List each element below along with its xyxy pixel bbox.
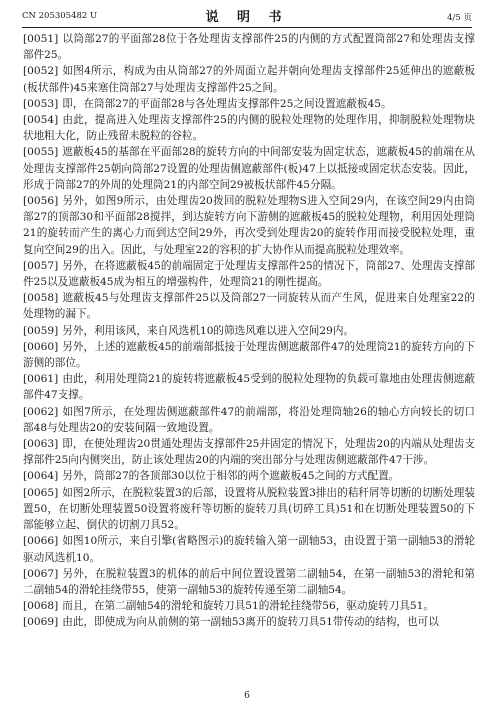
paragraph (23, 598, 475, 614)
paragraph-text: 另外，筒部27的各顶部30以位于相邻的两个遮蔽板45之间的方式配置。 (62, 470, 400, 483)
paragraph-number: [0063] (23, 438, 59, 451)
page-number: 6 (244, 691, 250, 701)
paragraph (23, 112, 475, 144)
paragraph-number: [0058] (23, 292, 59, 305)
paragraph-number: [0054] (23, 114, 59, 127)
paragraph-text: 另外，利用该风，来自风选机10的筛选风难以进入空间29内。 (62, 324, 355, 337)
paragraph-text: 而且，在第二副轴54的滑轮和旋转刀具51的滑轮挂绕带56，驱动旋转刀具51。 (62, 600, 434, 613)
paragraph (23, 193, 475, 258)
paragraph-text: 如图7所示，在处理齿侧遮蔽部件47的前端部，将沿处理筒轴26的轴心方向较长的切口部48与处理齿20的安装间隔一致地设置。 (23, 405, 475, 434)
paragraph (23, 533, 475, 565)
paragraph (23, 371, 475, 403)
paragraph (23, 258, 475, 290)
page-indicator: 4/5 页 (447, 13, 472, 23)
paragraph (23, 468, 475, 484)
paragraph-number: [0059] (23, 324, 59, 337)
paragraph-number: [0069] (23, 616, 59, 629)
paragraph-text: 即，在筒部27的平面部28与各处理齿支撑部件25之间设置遮蔽板45。 (62, 97, 392, 110)
paragraph-text: 另外，在将遮蔽板45的前端固定于处理齿支撑部件25的情况下，筒部27、处理齿支撑部件25以及遮蔽板45成为相互的增强构件，处理筒21的刚性提高。 (23, 259, 475, 289)
paragraph-text: 以筒部27的平面部28位于各处理齿支撑部件25的内侧的方式配置筒部27和处理齿支撑部件25。 (23, 33, 475, 62)
patent-number: CN 205305482 U (22, 11, 98, 21)
paragraph (23, 290, 475, 322)
paragraph-number: [0068] (23, 600, 59, 613)
paragraph-text: 由此，提高进入处理齿支撑部件25的内侧的脱粒处理物的处理作用，抑制脱粒处理物块状地粗大化，防止残留未脱粒的谷粒。 (23, 114, 475, 143)
paragraph-text: 遮蔽板45与处理齿支撑部件25以及筒部27一同旋转从而产生风，促进来自处理室22的处理物的漏下。 (23, 292, 475, 321)
paragraph (23, 339, 475, 371)
paragraph-text: 另外，在脱粒装置3的机体的前后中间位置设置第二副轴54，在第一副轴53的滑轮和第二副轴54的滑轮挂绕带55，使第一副轴53的旋转传递至第二副轴54。 (23, 567, 475, 596)
page-header (0, 0, 494, 30)
description-body (23, 31, 475, 631)
paragraph-number: [0061] (23, 373, 59, 386)
paragraph-text: 另外，上述的遮蔽板45的前端部抵接于处理齿侧遮蔽部件47的处理筒21的旋转方向的下游侧的部位。 (23, 340, 475, 370)
paragraph-number: [0066] (23, 535, 59, 548)
paragraph-number: [0060] (23, 340, 59, 353)
header-divider (22, 27, 472, 28)
paragraph-number: [0053] (23, 97, 59, 110)
document-title: 说 明 书 (205, 10, 289, 25)
paragraph-number: [0067] (23, 567, 59, 580)
paragraph-number: [0057] (23, 259, 59, 272)
paragraph-text: 如图10所示，来自引擎(省略图示)的旋转输入第一副轴53，由设置于第一副轴53的滑轮驱动风选机10。 (23, 535, 475, 564)
paragraph (23, 323, 475, 339)
paragraph-number: [0056] (23, 195, 59, 208)
paragraph (23, 566, 475, 598)
paragraph-text: 另外，如图9所示，由处理齿20拨回的脱粒处理物S进入空间29内，在该空间29内由筒部27的顶部30和平面部28搅拌，到达旋转方向下游侧的遮蔽板45的脱粒处理物，利用因处理筒21的旋转而产生的离心力而到达空间29外，再次受到处理齿20的旋转作用而接受脱粒处理，重复向空间29的出入。因此，与处理室22的容积的扩大协作从而提高脱粒处理效率。 (23, 195, 475, 256)
paragraph-text: 即，在使处理齿20贯通处理齿支撑部件25并固定的情况下，处理齿20的内端从处理齿支撑部件25向内侧突出，防止该处理齿20的内端的突出部分与处理齿侧遮蔽部件47干涉。 (23, 438, 475, 467)
paragraph-number: [0051] (23, 33, 59, 45)
paragraph (23, 144, 475, 193)
paragraph-number: [0052] (23, 65, 59, 78)
paragraph-number: [0055] (23, 146, 59, 159)
paragraph (23, 63, 475, 95)
paragraph (23, 404, 475, 436)
paragraph-number: [0062] (23, 405, 59, 418)
paragraph-text: 如图4所示，构成为由从筒部27的外周面立起并朝向处理齿支撑部件25延伸出的遮蔽板(板状部件)45来塞住筒部27与处理齿支撑部件25之间。 (23, 65, 475, 94)
paragraph-number: [0064] (23, 470, 59, 483)
paragraph-text: 由此，即使成为向从前侧的第一副轴53离开的旋转刀具51带传动的结构，也可以 (62, 616, 439, 629)
paragraph (23, 31, 475, 63)
paragraph-text: 如图2所示，在脱粒装置3的后部，设置将从脱粒装置3排出的秸秆屑等切断的切断处理装置50，在切断处理装置50设置将废秆等切断的旋转刀具(切碎工具)51和在切断处理装置50的下部能够立起、倒伏的切割刀具52。 (23, 486, 475, 532)
paragraph-number: [0065] (23, 486, 59, 499)
paragraph-text: 由此，利用处理筒21的旋转将遮蔽板45受到的脱粒处理物的负载可靠地由处理齿侧遮蔽部件47支撑。 (23, 373, 475, 402)
paragraph (23, 436, 475, 468)
paragraph (23, 96, 475, 112)
paragraph-text: 遮蔽板45的基部在平面部28的旋转方向的中间部安装为固定状态，遮蔽板45的前端在从处理齿支撑部件25朝向筒部27设置的处理齿侧遮蔽部件(板)47上以抵接或固定状态安装。因此，形成于筒部27的外周的处理筒21的内部空间29被板状部件45分隔。 (23, 146, 475, 191)
paragraph (23, 485, 475, 534)
paragraph (23, 614, 475, 630)
